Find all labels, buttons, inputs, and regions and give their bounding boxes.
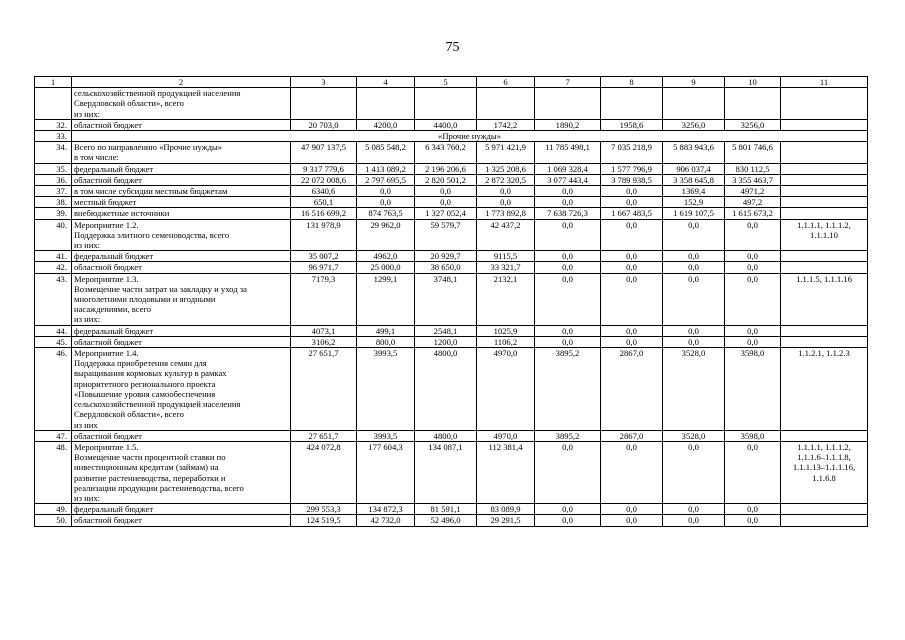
target-reference-cell: [781, 336, 868, 347]
amount-cell: 3 077 443,4: [535, 174, 601, 185]
amount-cell: 1025,9: [477, 325, 535, 336]
description-line: федеральный бюджет: [74, 325, 154, 336]
description-line: из них: [74, 419, 98, 430]
amount-cell: 0,0: [535, 325, 601, 336]
amount-cell: [601, 88, 663, 120]
amount-cell: 7179,3: [291, 273, 357, 325]
amount-cell: 0,0: [663, 441, 725, 503]
amount-cell: 4200,0: [357, 119, 415, 130]
table-row: [35, 88, 868, 120]
description-line: областной бюджет: [74, 119, 142, 130]
amount-cell: 20 929,7: [415, 251, 477, 262]
amount-cell: 20 703,0: [291, 119, 357, 130]
row-number-cell: 45.: [35, 336, 72, 347]
description-cell: [72, 119, 291, 130]
target-reference-line: 1.1.1.1, 1.1.1.2,: [797, 441, 851, 452]
amount-cell: 0,0: [601, 262, 663, 273]
amount-cell: [477, 88, 535, 120]
amount-cell: 2 820 501,2: [415, 174, 477, 185]
amount-cell: 3 355 463,7: [725, 174, 781, 185]
amount-cell: 134 087,1: [415, 441, 477, 503]
amount-cell: 497,2: [725, 197, 781, 208]
target-reference-line: 1.1.2.1, 1.1.2.3: [798, 348, 850, 359]
amount-cell: 0,0: [663, 219, 725, 251]
amount-cell: 1 667 483,5: [601, 208, 663, 219]
description-line: сельскохозяйственной продукцией населения: [74, 88, 241, 99]
table-row: [35, 504, 868, 515]
description-line: Свердловской области», всего: [74, 98, 184, 109]
table-row: [35, 208, 868, 219]
table-row: [35, 515, 868, 526]
amount-cell: 0,0: [357, 186, 415, 197]
row-number-cell: 42.: [35, 262, 72, 273]
amount-cell: 0,0: [535, 273, 601, 325]
description-line: «Повышение уровня самообеспечения: [74, 388, 216, 399]
target-reference-cell: [781, 197, 868, 208]
row-number-cell: 49.: [35, 504, 72, 515]
description-line: областной бюджет: [74, 174, 142, 185]
amount-cell: 0,0: [601, 186, 663, 197]
target-reference-cell: [781, 251, 868, 262]
amount-cell: [663, 88, 725, 120]
amount-cell: [357, 88, 415, 120]
target-reference-cell: [781, 219, 868, 251]
description-line: Возмещение части затрат на закладку и уход за: [74, 283, 247, 294]
amount-cell: 42 732,0: [357, 515, 415, 526]
amount-cell: 81 591,1: [415, 504, 477, 515]
amount-cell: 9115,5: [477, 251, 535, 262]
description-line: Мероприятие 1.5.: [74, 441, 139, 452]
section-title-cell: «Прочие нужды»: [72, 131, 868, 142]
table-row: [35, 325, 868, 336]
row-number-cell: 46.: [35, 348, 72, 431]
amount-cell: 0,0: [357, 197, 415, 208]
description-line: Возмещение части процентной ставки по: [74, 452, 226, 463]
table-row: [35, 441, 868, 503]
description-line: инвестиционным кредитам (займам) на: [74, 462, 219, 473]
amount-cell: 0,0: [535, 504, 601, 515]
amount-cell: 1299,1: [357, 273, 415, 325]
description-cell: [72, 208, 291, 219]
column-number-cell: 2: [72, 77, 291, 88]
amount-cell: 3528,0: [663, 348, 725, 431]
amount-cell: 0,0: [535, 515, 601, 526]
amount-cell: 4970,0: [477, 430, 535, 441]
row-number-cell: 36.: [35, 174, 72, 185]
target-reference-cell: [781, 163, 868, 174]
column-number-cell: 1: [35, 77, 72, 88]
table-row: [35, 119, 868, 130]
amount-cell: 52 496,0: [415, 515, 477, 526]
description-line: Поддержка элитного семеноводства, всего: [74, 229, 230, 240]
amount-cell: 0,0: [601, 325, 663, 336]
row-number-cell: 44.: [35, 325, 72, 336]
amount-cell: 2867,0: [601, 430, 663, 441]
amount-cell: 2132,1: [477, 273, 535, 325]
column-number-cell: 5: [415, 77, 477, 88]
amount-cell: 4970,0: [477, 348, 535, 431]
row-number-cell: 48.: [35, 441, 72, 503]
amount-cell: 3 789 938,5: [601, 174, 663, 185]
description-cell: [72, 348, 291, 431]
amount-cell: 2 196 206,6: [415, 163, 477, 174]
description-cell: [72, 441, 291, 503]
row-number-cell: 33.: [35, 131, 72, 142]
description-line: Всего по направлению «Прочие нужды»: [74, 142, 223, 153]
amount-cell: [725, 88, 781, 120]
target-reference-cell: [781, 88, 868, 120]
description-line: областной бюджет: [74, 336, 142, 347]
amount-cell: 5 971 421,9: [477, 142, 535, 163]
amount-cell: 27 651,7: [291, 430, 357, 441]
amount-cell: 29 291,5: [477, 515, 535, 526]
amount-cell: 25 000,0: [357, 262, 415, 273]
amount-cell: 3598,0: [725, 430, 781, 441]
target-reference-cell: [781, 325, 868, 336]
amount-cell: [291, 88, 357, 120]
amount-cell: 33 321,7: [477, 262, 535, 273]
amount-cell: 124 519,5: [291, 515, 357, 526]
table-row: [35, 251, 868, 262]
amount-cell: 0,0: [415, 186, 477, 197]
target-reference-line: 1.1.1.1, 1.1.1.2,: [797, 219, 851, 230]
amount-cell: 0,0: [725, 219, 781, 251]
target-reference-cell: [781, 174, 868, 185]
table-row: [35, 336, 868, 347]
amount-cell: 0,0: [601, 251, 663, 262]
amount-cell: 0,0: [601, 504, 663, 515]
table-row: [35, 348, 868, 431]
row-number-cell: 41.: [35, 251, 72, 262]
target-reference-line: 1.1.1.10: [810, 229, 838, 240]
target-reference-cell: [781, 504, 868, 515]
amount-cell: 0,0: [535, 197, 601, 208]
amount-cell: 0,0: [535, 262, 601, 273]
amount-cell: 1 413 089,2: [357, 163, 415, 174]
amount-cell: 4073,1: [291, 325, 357, 336]
page-number: 75: [445, 40, 460, 55]
target-reference-cell: [781, 208, 868, 219]
table-row: [35, 430, 868, 441]
amount-cell: 2 797 695,5: [357, 174, 415, 185]
amount-cell: 0,0: [601, 219, 663, 251]
amount-cell: 5 801 746,6: [725, 142, 781, 163]
amount-cell: 3256,0: [725, 119, 781, 130]
amount-cell: 38 650,0: [415, 262, 477, 273]
table-row: [35, 174, 868, 185]
amount-cell: 3106,2: [291, 336, 357, 347]
row-number-cell: 38.: [35, 197, 72, 208]
amount-cell: 800,0: [357, 336, 415, 347]
description-line: из них:: [74, 314, 101, 325]
amount-cell: 830 112,5: [725, 163, 781, 174]
description-cell: [72, 504, 291, 515]
amount-cell: 4800,0: [415, 348, 477, 431]
column-number-cell: 7: [535, 77, 601, 88]
description-cell: [72, 88, 291, 120]
amount-cell: 0,0: [477, 197, 535, 208]
amount-cell: 4962,0: [357, 251, 415, 262]
amount-cell: 27 651,7: [291, 348, 357, 431]
target-reference-cell: [781, 262, 868, 273]
description-line: внебюджетные источники: [74, 208, 170, 219]
amount-cell: 3993,5: [357, 348, 415, 431]
amount-cell: 4400,0: [415, 119, 477, 130]
description-cell: [72, 163, 291, 174]
description-line: федеральный бюджет: [74, 163, 154, 174]
amount-cell: [535, 88, 601, 120]
description-line: из них:: [74, 240, 101, 251]
amount-cell: 1 325 208,6: [477, 163, 535, 174]
amount-cell: [415, 88, 477, 120]
target-reference-cell: [781, 186, 868, 197]
amount-cell: 0,0: [725, 515, 781, 526]
amount-cell: 11 785 498,1: [535, 142, 601, 163]
amount-cell: 2548,1: [415, 325, 477, 336]
description-cell: [72, 336, 291, 347]
description-cell: [72, 262, 291, 273]
table-row: [35, 219, 868, 251]
description-line: приоритетного регионального проекта: [74, 378, 216, 389]
row-number-cell: 50.: [35, 515, 72, 526]
amount-cell: 83 089,9: [477, 504, 535, 515]
table-row: [35, 163, 868, 174]
amount-cell: 0,0: [601, 441, 663, 503]
row-number-cell: 34.: [35, 142, 72, 163]
amount-cell: 16 516 699,2: [291, 208, 357, 219]
amount-cell: 1 069 328,4: [535, 163, 601, 174]
description-line: областной бюджет: [74, 430, 142, 441]
description-line: Мероприятие 1.4.: [74, 348, 139, 359]
amount-cell: 3895,2: [535, 430, 601, 441]
amount-cell: 0,0: [663, 504, 725, 515]
target-reference-cell: [781, 142, 868, 163]
amount-cell: 59 579,7: [415, 219, 477, 251]
amount-cell: 906 037,4: [663, 163, 725, 174]
table-row: [35, 273, 868, 325]
table-row: [35, 142, 868, 163]
amount-cell: 3598,0: [725, 348, 781, 431]
description-cell: [72, 515, 291, 526]
description-line: федеральный бюджет: [74, 504, 154, 515]
amount-cell: 1 619 107,5: [663, 208, 725, 219]
target-reference-cell: [781, 348, 868, 431]
amount-cell: 112 381,4: [477, 441, 535, 503]
description-line: областной бюджет: [74, 262, 142, 273]
amount-cell: 1958,6: [601, 119, 663, 130]
amount-cell: 499,1: [357, 325, 415, 336]
amount-cell: 0,0: [663, 251, 725, 262]
amount-cell: 0,0: [601, 515, 663, 526]
row-number-cell: 37.: [35, 186, 72, 197]
description-cell: [72, 142, 291, 163]
amount-cell: 3895,2: [535, 348, 601, 431]
description-cell: [72, 430, 291, 441]
amount-cell: 42 437,2: [477, 219, 535, 251]
target-reference-cell: [781, 119, 868, 130]
amount-cell: 1369,4: [663, 186, 725, 197]
amount-cell: 1890,2: [535, 119, 601, 130]
amount-cell: 0,0: [601, 336, 663, 347]
column-number-row: [35, 77, 868, 88]
amount-cell: 1742,2: [477, 119, 535, 130]
amount-cell: 0,0: [663, 515, 725, 526]
amount-cell: 0,0: [725, 251, 781, 262]
amount-cell: 0,0: [725, 504, 781, 515]
amount-cell: 424 072,8: [291, 441, 357, 503]
column-number-cell: 3: [291, 77, 357, 88]
column-number-cell: 6: [477, 77, 535, 88]
row-number-cell: 40.: [35, 219, 72, 251]
description-line: сельскохозяйственной продукцией населения: [74, 399, 241, 410]
amount-cell: 134 872,3: [357, 504, 415, 515]
row-number-cell: [35, 88, 72, 120]
description-line: федеральный бюджет: [74, 251, 154, 262]
amount-cell: 874 763,5: [357, 208, 415, 219]
description-line: насаждениями, всего: [74, 304, 152, 315]
amount-cell: 131 978,9: [291, 219, 357, 251]
description-cell: [72, 325, 291, 336]
amount-cell: 0,0: [415, 197, 477, 208]
amount-cell: 47 907 137,5: [291, 142, 357, 163]
table-row: [35, 197, 868, 208]
target-reference-line: 1.1.1.13–1.1.1.16,: [792, 462, 856, 473]
description-line: Мероприятие 1.2.: [74, 219, 139, 230]
amount-cell: 1200,0: [415, 336, 477, 347]
column-number-cell: 4: [357, 77, 415, 88]
amount-cell: 1 773 892,8: [477, 208, 535, 219]
amount-cell: 0,0: [601, 197, 663, 208]
target-reference-line: 1.1.1.5, 1.1.1.16: [796, 273, 852, 284]
description-cell: [72, 219, 291, 251]
amount-cell: 0,0: [535, 441, 601, 503]
amount-cell: 0,0: [535, 336, 601, 347]
amount-cell: 0,0: [663, 336, 725, 347]
amount-cell: 0,0: [601, 273, 663, 325]
table-row: [35, 262, 868, 273]
amount-cell: 650,1: [291, 197, 357, 208]
amount-cell: 0,0: [663, 325, 725, 336]
amount-cell: 0,0: [535, 251, 601, 262]
amount-cell: 9 317 779,6: [291, 163, 357, 174]
amount-cell: 3528,0: [663, 430, 725, 441]
amount-cell: 4971,2: [725, 186, 781, 197]
amount-cell: 7 035 218,9: [601, 142, 663, 163]
amount-cell: 3256,0: [663, 119, 725, 130]
description-line: областной бюджет: [74, 515, 142, 526]
amount-cell: 5 883 943,6: [663, 142, 725, 163]
amount-cell: 0,0: [725, 325, 781, 336]
amount-cell: 177 604,3: [357, 441, 415, 503]
amount-cell: 0,0: [663, 262, 725, 273]
target-reference-line: 1.1.1.6–1.1.1.8,: [797, 452, 851, 463]
column-number-cell: 10: [725, 77, 781, 88]
description-line: развитие растениеводства, переработки и: [74, 472, 226, 483]
description-line: из них:: [74, 492, 101, 503]
amount-cell: 29 962,0: [357, 219, 415, 251]
amount-cell: 5 085 548,2: [357, 142, 415, 163]
amount-cell: 1 327 052,4: [415, 208, 477, 219]
description-line: выращивания кормовых культур в рамках: [74, 368, 227, 379]
description-cell: [72, 174, 291, 185]
column-number-cell: 8: [601, 77, 663, 88]
description-cell: [72, 186, 291, 197]
amount-cell: 0,0: [725, 441, 781, 503]
amount-cell: 6 343 760,2: [415, 142, 477, 163]
amount-cell: 4800,0: [415, 430, 477, 441]
target-reference-cell: [781, 515, 868, 526]
amount-cell: 1 615 673,2: [725, 208, 781, 219]
description-line: в том числе субсидии местным бюджетам: [74, 186, 228, 197]
description-line: Мероприятие 1.3.: [74, 273, 139, 284]
description-line: Поддержка приобретения семян для: [74, 358, 207, 369]
amount-cell: 2 872 320,5: [477, 174, 535, 185]
amount-cell: 0,0: [725, 262, 781, 273]
amount-cell: 299 553,3: [291, 504, 357, 515]
budget-table: [34, 76, 868, 527]
row-number-cell: 47.: [35, 430, 72, 441]
description-cell: [72, 273, 291, 325]
amount-cell: 7 638 726,3: [535, 208, 601, 219]
amount-cell: 1106,2: [477, 336, 535, 347]
column-number-cell: 9: [663, 77, 725, 88]
amount-cell: 0,0: [725, 336, 781, 347]
column-number-cell: 11: [781, 77, 868, 88]
amount-cell: 0,0: [725, 273, 781, 325]
table-row: [35, 186, 868, 197]
description-line: из них:: [74, 108, 101, 119]
target-reference-line: 1.1.6.8: [812, 472, 836, 483]
amount-cell: 3993,5: [357, 430, 415, 441]
amount-cell: 0,0: [535, 219, 601, 251]
row-number-cell: 39.: [35, 208, 72, 219]
amount-cell: 0,0: [477, 186, 535, 197]
amount-cell: 152,9: [663, 197, 725, 208]
amount-cell: 2867,0: [601, 348, 663, 431]
amount-cell: 22 072 008,6: [291, 174, 357, 185]
row-number-cell: 35.: [35, 163, 72, 174]
amount-cell: 3 358 645,8: [663, 174, 725, 185]
amount-cell: 0,0: [535, 186, 601, 197]
amount-cell: 96 971,7: [291, 262, 357, 273]
target-reference-cell: [781, 441, 868, 503]
description-cell: [72, 251, 291, 262]
target-reference-cell: [781, 273, 868, 325]
row-number-cell: 43.: [35, 273, 72, 325]
amount-cell: 35 007,2: [291, 251, 357, 262]
description-line: многолетними плодовыми и ягодными: [74, 294, 216, 305]
row-number-cell: 32.: [35, 119, 72, 130]
target-reference-cell: [781, 430, 868, 441]
description-line: местный бюджет: [74, 197, 137, 208]
description-line: в том числе:: [74, 152, 119, 163]
amount-cell: 3748,1: [415, 273, 477, 325]
description-cell: [72, 197, 291, 208]
amount-cell: 6340,6: [291, 186, 357, 197]
description-line: Свердловской области», всего: [74, 409, 184, 420]
amount-cell: 1 577 796,9: [601, 163, 663, 174]
description-line: реализации продукции растениеводства, всего: [74, 482, 244, 493]
amount-cell: 0,0: [663, 273, 725, 325]
table-row: [35, 131, 868, 142]
